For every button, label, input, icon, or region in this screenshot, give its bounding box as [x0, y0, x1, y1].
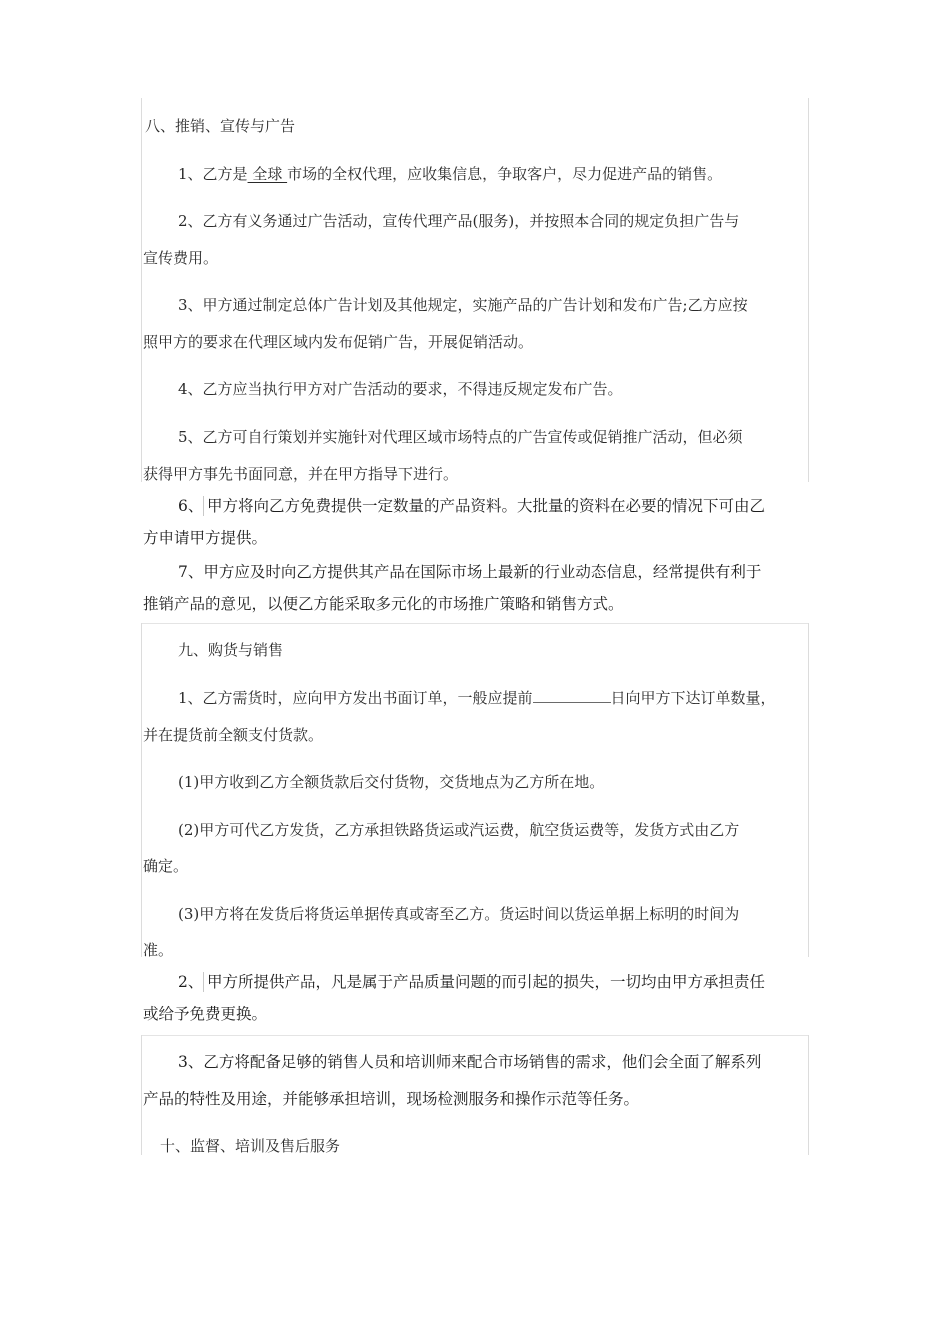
s9-item-3-line-1: (3)甲方将在发货后将货运单据传真或寄至乙方。货运时间以货运单据上标明的时间为: [178, 905, 740, 923]
section-8-heading: 八、推销、宣传与广告: [145, 117, 296, 135]
s9-p1-pre: 1、乙方需货时，应向甲方发出书面订单，一般应提前: [178, 689, 533, 707]
frame-right-2: [808, 623, 809, 957]
s8-para-4: 4、乙方应当执行甲方对广告活动的要求，不得违反规定发布广告。: [178, 380, 623, 398]
s9-para-1-line-2: 并在提货前全额支付货款。: [143, 726, 324, 744]
frame-right-3: [808, 1035, 809, 1155]
frame-left-1: [141, 98, 142, 482]
s9-item-3-line-2: 准。: [143, 941, 174, 959]
s8-para-2-line-2: 宣传费用。: [143, 249, 219, 267]
s9-para-2-line-1: 甲方所提供产品，凡是属于产品质量问题的而引起的损失，一切均由甲方承担责任: [207, 973, 766, 991]
s9-item-2-line-1: (2)甲方可代乙方发货，乙方承担铁路货运或汽运费，航空货运费等，发货方式由乙方: [178, 821, 740, 839]
text-cursor-mark: [203, 496, 204, 516]
frame-top-2: [141, 623, 809, 624]
section-10-heading: 十、监督、培训及售后服务: [160, 1137, 341, 1155]
s8-para-7-line-2: 推销产品的意见，以便乙方能采取多元化的市场推广策略和销售方式。: [143, 595, 624, 613]
s9-para-1-line-1: [178, 688, 776, 708]
s9-para-3-line-1: 3、乙方将配备足够的销售人员和培训师来配合市场销售的需求，他们会全面了解系列: [178, 1053, 762, 1071]
s8-p1-pre: 1、乙方是: [178, 165, 248, 183]
s8-para-1: [178, 164, 722, 184]
s8-para-6-line-2: 方申请甲方提供。: [143, 529, 268, 547]
s8-p1-post: 市场的全权代理，应收集信息，争取客户，尽力促进产品的销售。: [287, 165, 723, 183]
s9-para-2-line-2: 或给予免费更换。: [143, 1005, 268, 1023]
s8-para-5-line-1: 5、乙方可自行策划并实施针对代理区域市场特点的广告宣传或促销推广活动，但必须: [178, 428, 743, 446]
s8-para-3-line-2: 照甲方的要求在代理区域内发布促销广告，开展促销活动。: [143, 333, 534, 351]
s8-para-6-number: 6、: [178, 497, 204, 515]
s8-para-7-line-1: 7、甲方应及时向乙方提供其产品在国际市场上最新的行业动态信息，经常提供有利于: [178, 563, 762, 581]
frame-left-2: [141, 623, 142, 957]
text-cursor-mark-2: [203, 972, 204, 992]
s9-item-1: (1)甲方收到乙方全额货款后交付货物，交货地点为乙方所在地。: [178, 773, 605, 791]
s9-para-3-line-2: 产品的特性及用途，并能够承担培训，现场检测服务和操作示范等任务。: [143, 1090, 640, 1108]
s9-p1-post: 日向甲方下达订单数量，: [610, 689, 776, 707]
s9-para-2-number: 2、: [178, 973, 204, 991]
s8-para-3-line-1: 3、甲方通过制定总体广告计划及其他规定，实施产品的广告计划和发布广告;乙方应按: [178, 296, 748, 314]
frame-right-1: [808, 98, 809, 482]
frame-left-3: [141, 1035, 142, 1155]
section-9-heading: 九、购货与销售: [178, 641, 284, 659]
s8-para-2-line-1: 2、乙方有义务通过广告活动，宣传代理产品(服务)，并按照本合同的规定负担广告与: [178, 212, 740, 230]
s9-item-2-line-2: 确定。: [143, 857, 189, 875]
s8-para-5-line-2: 获得甲方事先书面同意，并在甲方指导下进行。: [143, 465, 459, 483]
frame-top-3: [141, 1035, 809, 1036]
s8-para-6-line-1: 甲方将向乙方免费提供一定数量的产品资料。大批量的资料在必要的情况下可由乙: [207, 497, 766, 515]
s8-p1-region: 全球: [247, 165, 288, 183]
days-blank-field: [533, 688, 611, 703]
